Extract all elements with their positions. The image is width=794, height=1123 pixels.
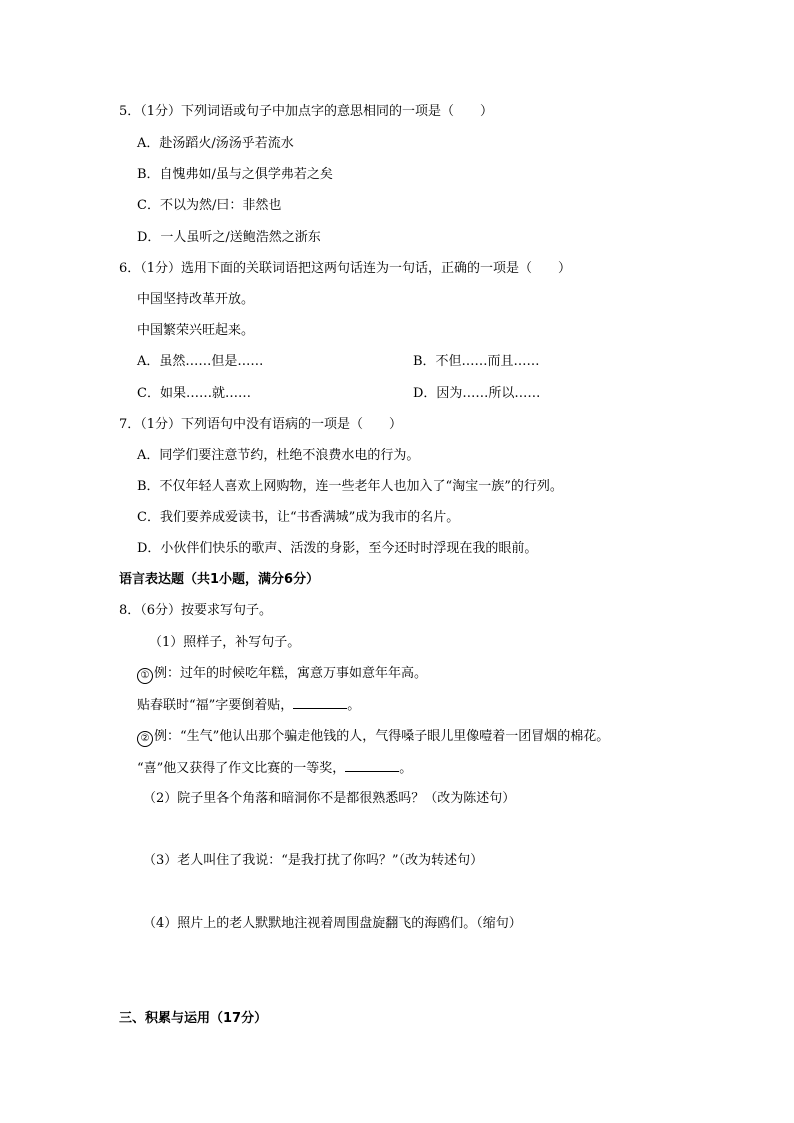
q7-stem: 7．（1分）下列语句中没有语病的一项是（ ） [119,417,403,432]
q5-option-c: C．不以为然/曰：非然也 [137,198,282,213]
circled-number-2: ② [137,731,153,747]
q7-option-a: A．同学们要注意节约，杜绝不浪费水电的行为。 [137,448,420,463]
q5-option-b: B．自愧弗如/虽与之俱学弗若之矣 [137,167,333,182]
q7-option-b: B．不仅年轻人喜欢上网购物，连一些老年人也加入了“淘宝一族”的行列。 [137,479,563,494]
q8-stem: 8．（6分）按要求写句子。 [119,603,273,618]
q8-task-2-text: “喜”他又获得了作文比赛的一等奖， [137,761,346,776]
q8-example-1 [137,665,427,683]
q5-option-d: D．一人虽听之/送鲍浩然之浙东 [137,230,321,245]
q8-sub3: （3）老人叫住了我说：“是我打扰了你吗？”（改为转述句） [143,853,484,868]
answer-blank-1[interactable] [293,696,347,709]
q8-sub2: （2）院子里各个角落和暗洞你不是都很熟悉吗？（改为陈述句） [143,791,516,806]
q6-option-b: B．不但……而且…… [413,354,540,369]
answer-blank-2[interactable] [345,759,399,772]
q6-option-c: C．如果……就…… [137,386,251,401]
q8-example-2 [137,728,609,746]
q6-sentence-1: 中国坚持改革开放。 [137,292,255,307]
q6-option-d: D．因为……所以…… [413,386,541,401]
q8-example-2-text: 例：“生气”他认出那个骗走他钱的人，气得嗓子眼儿里像噎着一团冒烟的棉花。 [154,729,610,744]
q8-task-1 [137,696,360,714]
q8-sub1: （1）照样子，补写句子。 [149,635,301,650]
q8-sub4: （4）照片上的老人默默地注视着周围盘旋翻飞的海鸥们。（缩句） [143,916,522,931]
full-stop: 。 [399,761,413,776]
q5-stem: 5．（1分）下列词语或句子中加点字的意思相同的一项是（ ） [119,104,494,119]
q8-task-1-text: 贴春联时“福”字要倒着贴， [137,698,294,713]
circled-number-1: ① [137,668,153,684]
q8-task-2 [137,759,412,777]
q7-option-d: D．小伙伴们快乐的歌声、活泼的身影，至今还时时浮现在我的眼前。 [137,541,538,556]
section-heading-expression: 语言表达题（共1小题，满分6分） [119,572,320,587]
full-stop: 。 [347,698,361,713]
q7-option-c: C．我们要养成爱读书，让“书香满城”成为我市的名片。 [137,510,460,525]
q6-sentence-2: 中国繁荣兴旺起来。 [137,323,255,338]
q8-example-1-text: 例：过年的时候吃年糕，寓意万事如意年年高。 [154,666,428,681]
q6-stem: 6．（1分）选用下面的关联词语把这两句话连为一句话，正确的一项是（ ） [119,261,572,276]
q6-option-a: A．虽然……但是…… [137,354,264,369]
q5-option-a: A．赴汤蹈火/汤汤乎若流水 [137,136,294,151]
section-heading-3: 三、积累与运用（17分） [119,1011,268,1026]
